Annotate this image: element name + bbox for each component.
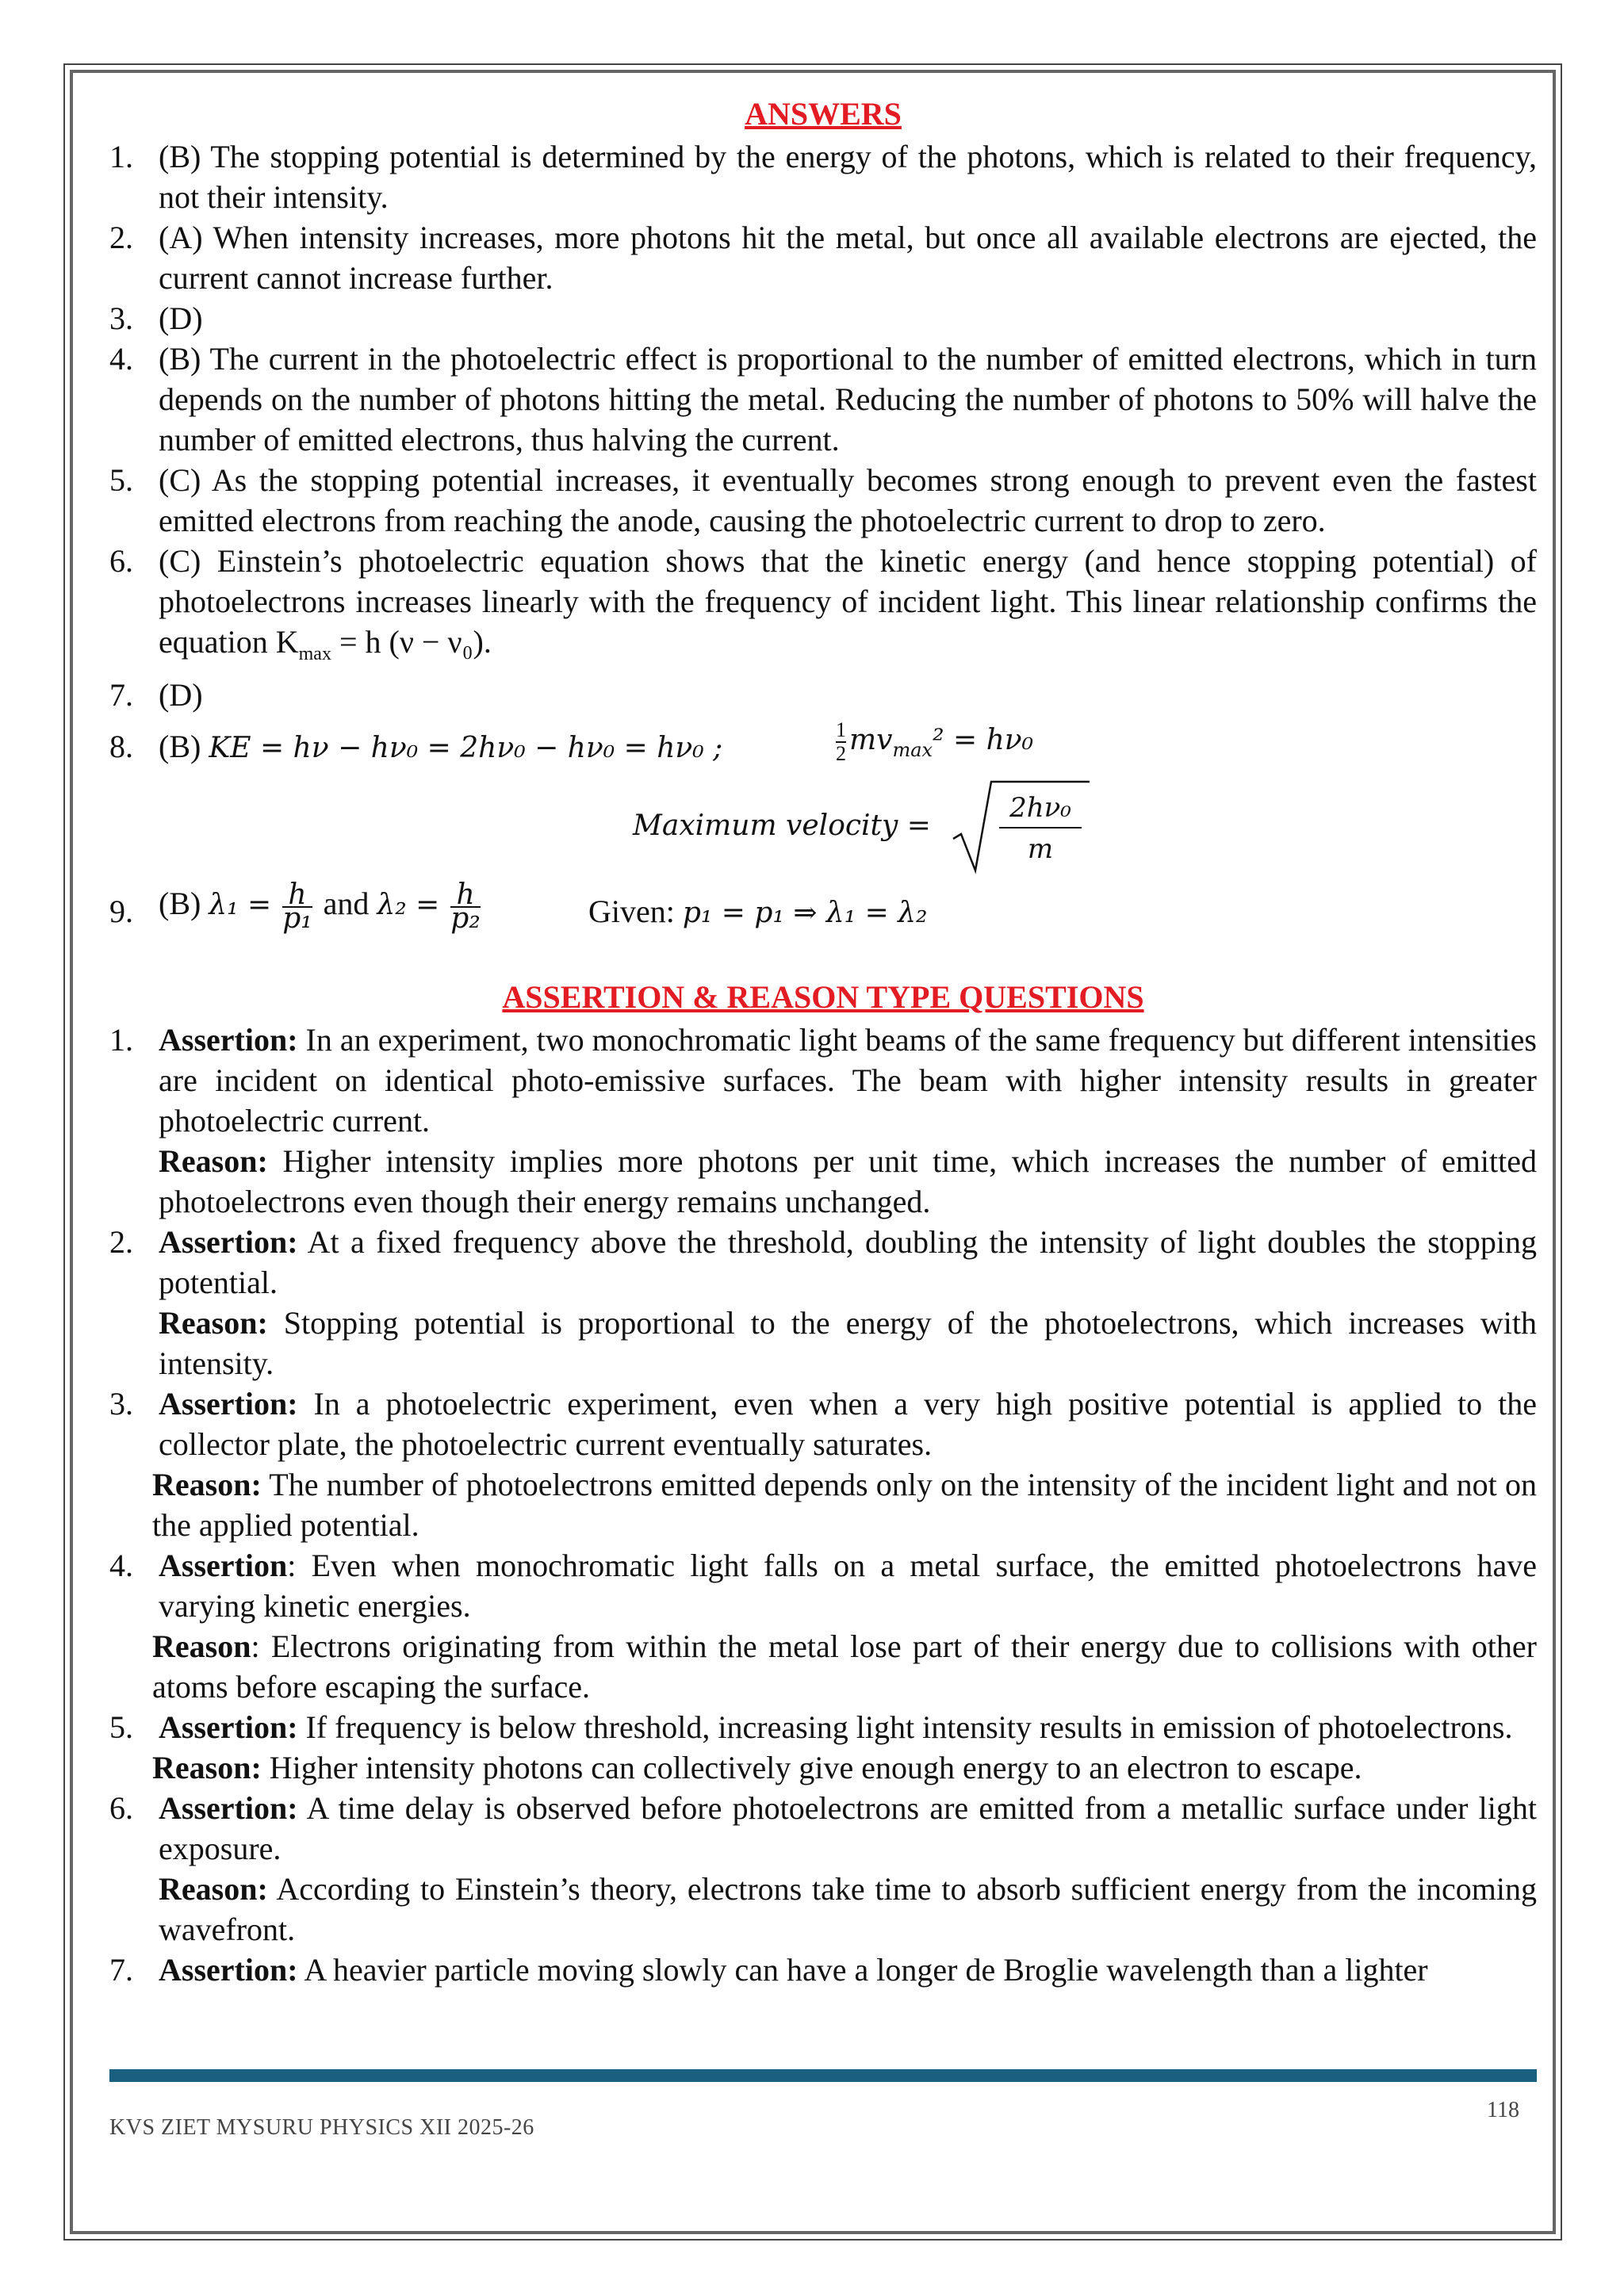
answer-item-9: 9. (B) λ₁ = $\frac{h}{\text{p₁}}$ and λ₂ = $\frac{h}{\text{p₂}}$ Given: p₁ = p₁ ⇒ λ₁ = λ₂ — [109, 878, 928, 935]
ke-equation: (B) KE = hν − hν₀ = 2hν₀ − hν₀ = hν₀ ; — [159, 729, 723, 764]
answer-text: (C) As the stopping potential increases, it eventually becomes strong enough to prevent even the fastest emitted electrons from reaching the anode, causing the photoelectric current to drop to zero. — [159, 462, 1537, 538]
assertion-reason-heading: ASSERTION & REASON TYPE QUESTIONS — [502, 979, 1144, 1015]
answer-text: (D) — [159, 300, 203, 336]
answer-item-1: 1. (B) The stopping potential is determined by the energy of the photons, which is related to their frequency, not their intensity. — [109, 139, 1537, 215]
ar-item-7: 7. Assertion: A heavier particle moving slowly can have a longer de Broglie wavelength than a lighter — [109, 1952, 1428, 1988]
ar-item-6: 6. Assertion: A time delay is observed before photoelectrons are emitted from a metallic surface under light exposure. Reason: According to Einstein’s theory, electrons take time to absorb sufficient energy from the incoming wavefront. — [109, 1788, 1537, 1950]
given-equation: Given: p₁ = p₁ ⇒ λ₁ = λ₂ — [588, 894, 928, 929]
answer-item-6: 6. (C) Einstein’s photoelectric equation shows that the kinetic energy (and hence stopping potential) of photoelectrons increases linearly with the frequency of incident light. This linear relationship confirms the equation $K_{max} = h$ (ν − ν₀). — [109, 543, 1537, 664]
sqrt-numerator: 2hν₀ — [1009, 792, 1071, 824]
answer-text: (B) The current in the photoelectric effect is proportional to the number of emitted electrons, which in turn depends on the number of photons hitting the metal. Reducing the number of photons to 50% will halve the number of emitted electrons, thus halving the current. — [159, 341, 1537, 457]
half-fraction: $\frac{1}{2}$ — [836, 718, 846, 765]
answer-item-8: 8. (B) KE = hν − hν₀ = 2hν₀ − hν₀ = hν₀ ; $\frac{1}{2}$ $mv_{max}^2 = h\nu_0$ — [109, 718, 1537, 774]
answers-list — [109, 136, 1537, 715]
answer-text: (D) — [159, 677, 203, 713]
answer-item-3: 3. (D) — [109, 300, 203, 336]
ar-item-2: 2. Assertion: At a fixed frequency above the threshold, doubling the intensity of light doubles the stopping potential. Reason: Stopping potential is proportional to the energy of the photoelectrons, which increases with intensity. — [109, 1222, 1537, 1383]
sqrt-sign — [950, 779, 1093, 874]
answers-heading: ANSWERS — [745, 96, 902, 132]
reason: Reason: The number of photoelectrons emitted depends only on the intensity of the incident light and not on the applied potential. — [152, 1467, 1537, 1543]
answer-text: (C) Einstein’s photoelectric equation shows that the kinetic energy (and hence stopping potential) of photoelectrons increases linearly with the frequency of incident light. This linear relationship confirms the equation K — [159, 543, 1537, 660]
answer-item-5: 5. (C) As the stopping potential increases, it eventually becomes strong enough to prevent even the fastest emitted electrons from reaching the anode, causing the photoelectric current to drop to zero. — [109, 462, 1537, 538]
kmax-subscript: max — [298, 644, 331, 664]
ar-item-4: 4. Assertion: Even when monochromatic light falls on a metal surface, the emitted photoelectrons have varying kinetic energies. Reason: Electrons originating from within the metal lose part of their energy due to collisions with other atoms before escaping the surface. — [109, 1545, 1537, 1707]
answer-text: (A) When intensity increases, more photons hit the metal, but once all available electrons are ejected, the current cannot increase further. — [159, 220, 1537, 296]
answer-item-7: 7. (D) — [109, 677, 203, 713]
ar-item-1: 1. Assertion: In an experiment, two monochromatic light beams of the same frequency but different intensities are incident on identical photo-emissive surfaces. The beam with higher intensity results in greater photoelectric current. Reason: Higher intensity implies more photons per unit time, which increases the number of emitted photoelectrons even though their energy remains unchanged. — [109, 1020, 1537, 1222]
max-velocity-equation: Maximum velocity = 2hν₀ m — [109, 774, 1537, 877]
reason: Reason: Electrons originating from within the metal lose part of their energy due to collisions with other atoms before escaping the surface. — [152, 1628, 1537, 1705]
answer-text-tail: = h (ν − ν₀). — [331, 624, 492, 660]
ar-item-5: 5. Assertion: If frequency is below threshold, increasing light intensity results in emission of photoelectrons. Reason: Higher intensity photons can collectively give enough energy to an electron to escape. — [109, 1707, 1537, 1788]
answer-item-4: 4. (B) The current in the photoelectric effect is proportional to the number of emitted electrons, which in turn depends on the number of photons hitting the metal. Reducing the number of photons to 50% will halve the number of emitted electrons, thus halving the current. — [109, 341, 1537, 457]
reason: Reason: Higher intensity photons can collectively give enough energy to an electron to escape. — [152, 1750, 1362, 1785]
footer-title: KVS ZIET MYSURU PHYSICS XII 2025-26 — [109, 2115, 534, 2140]
reason: Reason: According to Einstein’s theory, electrons take time to absorb sufficient energy from the incoming wavefront. — [159, 1871, 1537, 1947]
page-content — [109, 92, 1537, 1990]
reason: Reason: Higher intensity implies more photons per unit time, which increases the number of emitted photoelectrons even though their energy remains unchanged. — [159, 1143, 1537, 1219]
wavelength-equations: (B) λ₁ = $\frac{h}{\text{p₁}}$ and λ₂ = $\frac{h}{\text{p₂}}$ — [159, 878, 481, 935]
sqrt-denominator: m — [1027, 833, 1054, 865]
answer-item-2: 2. (A) When intensity increases, more photons hit the metal, but once all available electrons are ejected, the current cannot increase further. — [109, 220, 1537, 296]
answer-text: (B) The stopping potential is determined by the energy of the photons, which is related to their frequency, not their intensity. — [159, 139, 1537, 215]
ar-item-3: 3. Assertion: In a photoelectric experiment, even when a very high positive potential is applied to the collector plate, the photoelectric current eventually saturates. Reason: The number of photoelectrons emitted depends only on the intensity of the incident light and not on the applied potential. — [109, 1383, 1537, 1545]
kinetic-energy-equation: $\frac{1}{2}$ $mv_{max}^2 = h\nu_0$ — [836, 718, 1034, 765]
footer-bar — [109, 2069, 1537, 2082]
reason: Reason: Stopping potential is proportional to the energy of the photoelectrons, which increases with intensity. — [159, 1305, 1537, 1381]
page-number: 118 — [1487, 2098, 1519, 2122]
assertion-reason-list — [109, 1020, 1537, 1990]
